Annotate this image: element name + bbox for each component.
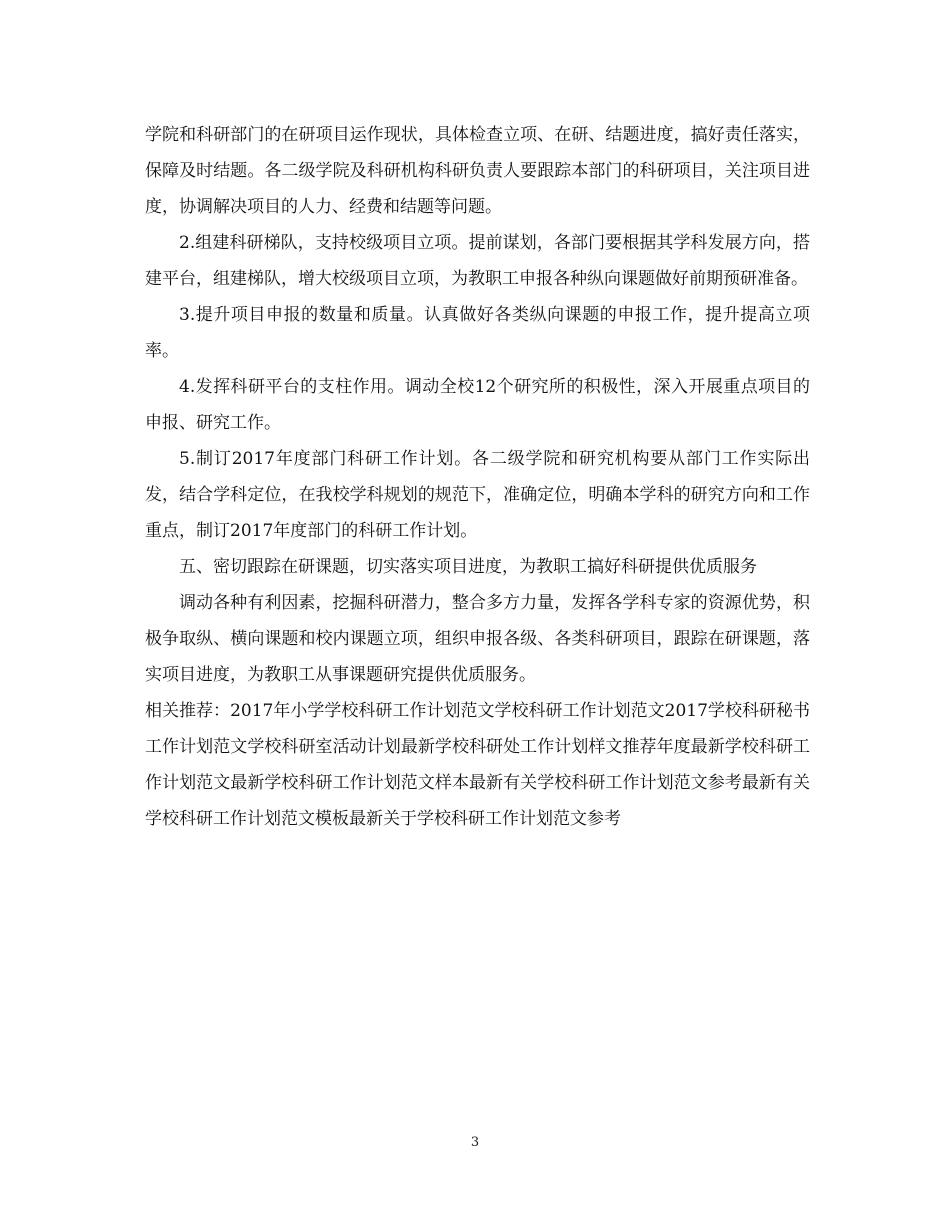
body-paragraph-item-5: 5.制订2017年度部门科研工作计划。各二级学院和研究机构要从部门工作实际出发，结合学科定位，在我校学科规划的规范下，准确定位，明确本学科的研究方向和工作重点，制订2017年度部门的科研工作计划。 bbox=[145, 449, 810, 541]
body-paragraph-continued: 学院和科研部门的在研项目运作现状，具体检查立项、在研、结题进度，搞好责任落实，保障及时结题。各二级学院及科研机构科研负责人要跟踪本部门的科研项目，关注项目进度，协调解决项目的人力、经费和结题等问题。 bbox=[145, 125, 810, 217]
document-body bbox=[145, 117, 810, 837]
body-paragraph-section-5: 调动各种有利因素，挖掘科研潜力，整合多方力量，发挥各学科专家的资源优势，积极争取纵、横向课题和校内课题立项，组织申报各级、各类科研项目，跟踪在研课题，落实项目进度，为教职工从事课题研究提供优质服务。 bbox=[145, 593, 810, 685]
related-recommendations: 相关推荐：2017年小学学校科研工作计划范文学校科研工作计划范文2017学校科研秘书工作计划范文学校科研室活动计划最新学校科研处工作计划样文推荐年度最新学校科研工作计划范文最新学校科研工作计划范文样本最新有关学校科研工作计划范文参考最新有关学校科研工作计划范文模板最新关于学校科研工作计划范文参考 bbox=[145, 701, 810, 829]
body-paragraph-item-2: 2.组建科研梯队，支持校级项目立项。提前谋划，各部门要根据其学科发展方向，搭建平台，组建梯队，增大校级项目立项，为教职工申报各种纵向课题做好前期预研准备。 bbox=[145, 233, 810, 289]
page-number: 3 bbox=[470, 1135, 480, 1150]
section-heading-5: 五、密切跟踪在研课题，切实落实项目进度，为教职工搞好科研提供优质服务 bbox=[179, 557, 757, 577]
body-paragraph-item-3: 3.提升项目申报的数量和质量。认真做好各类纵向课题的申报工作，提升提高立项率。 bbox=[145, 305, 810, 361]
body-paragraph-item-4: 4.发挥科研平台的支柱作用。调动全校12个研究所的积极性，深入开展重点项目的申报、研究工作。 bbox=[145, 377, 810, 433]
